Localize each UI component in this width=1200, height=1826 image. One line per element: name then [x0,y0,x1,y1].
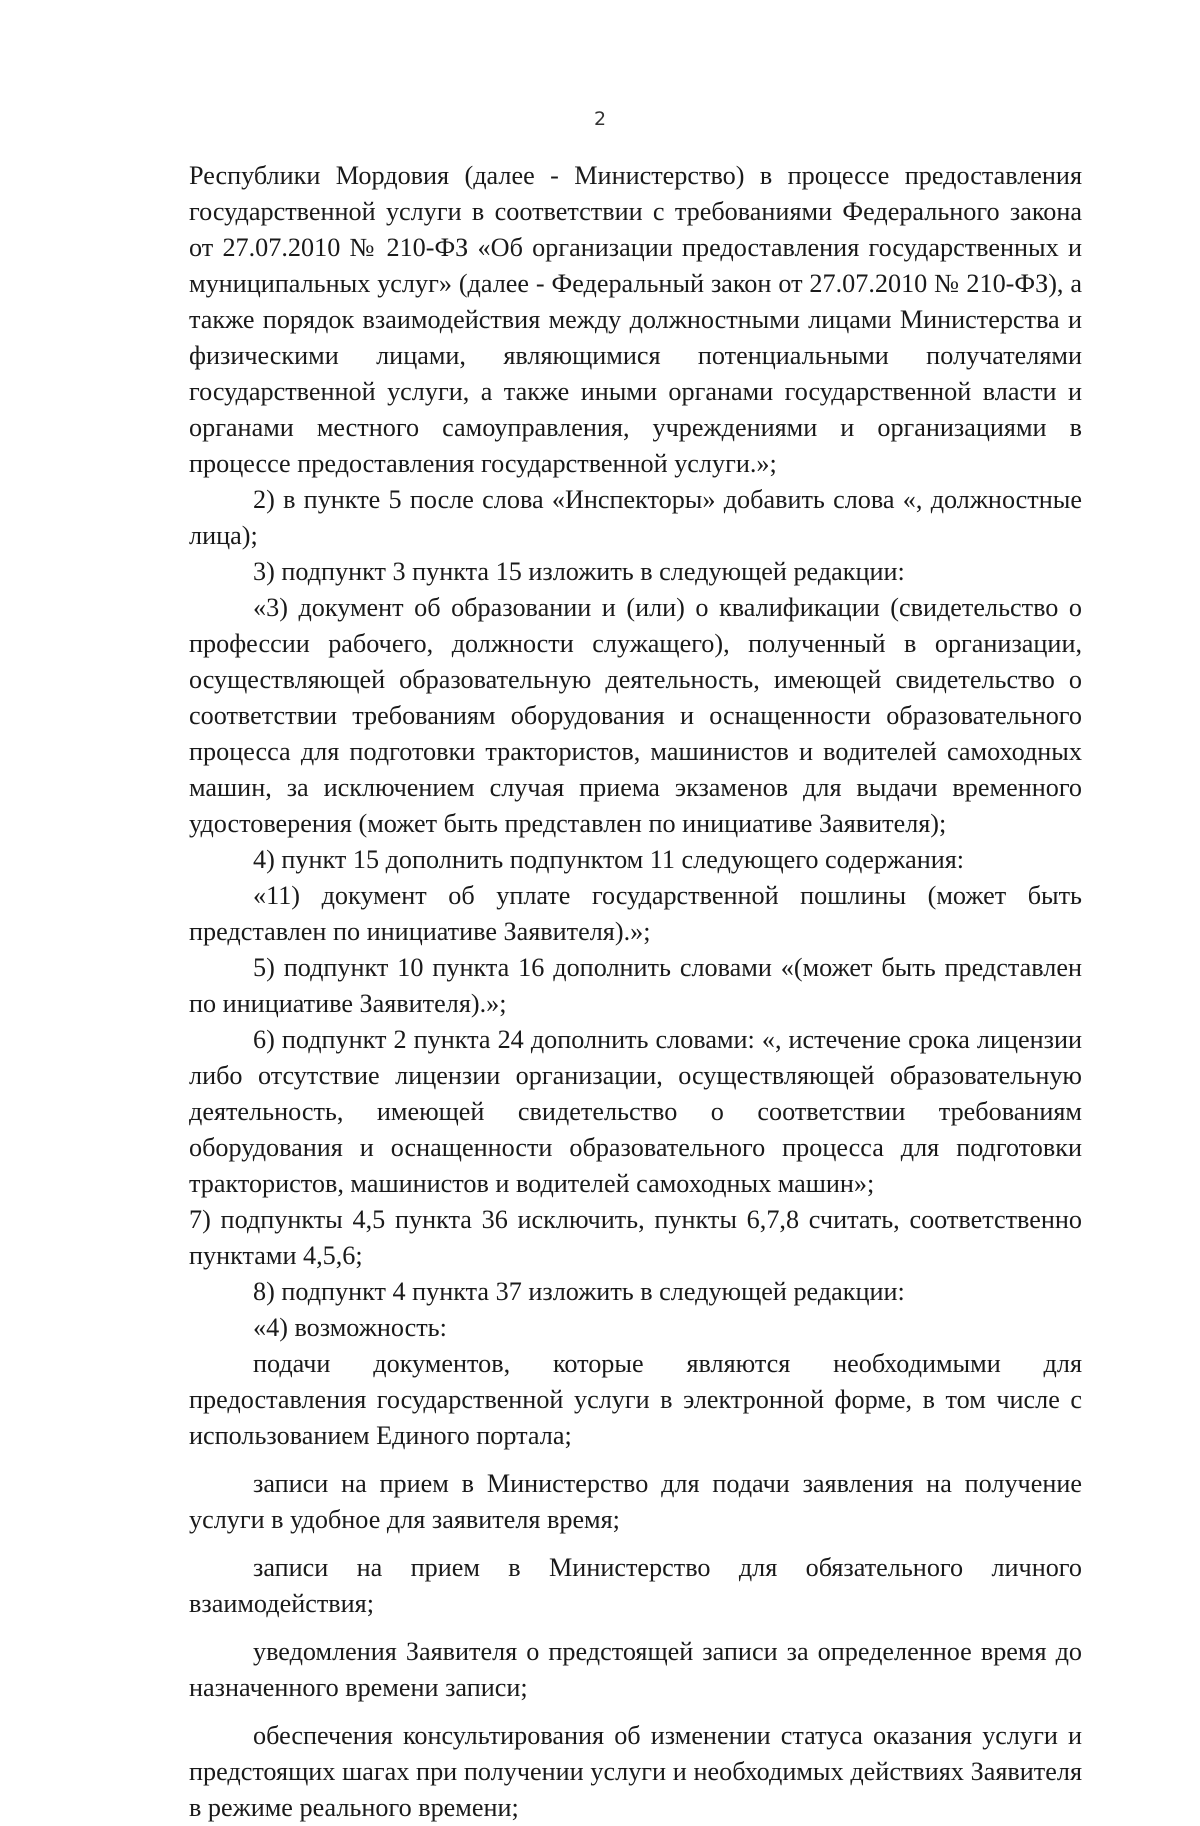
paragraph-item-8-heading: «4) возможность: [253,1313,447,1342]
paragraph-intro-continuation: Республики Мордовия (далее - Министерство) в процессе предоставления государственной услуги в соответствии с требованиями Федерального закона от 27.07.2010 № 210-ФЗ «Об организации предоставления государственных и муниципальных услуг» (далее - Федеральный закон от 27.07.2010 № 210-ФЗ), а также порядок взаимодействия между должностными лицами Министерства и физическими лицами, являющимися потенциальными получателями государственной услуги, а также иными органами государственной власти и органами местного самоуправления, учреждениями и организациями в процессе предоставления государственной услуги.»; [189,161,1082,478]
page-number: 2 [593,108,607,130]
paragraph-item-3-text: «3) документ об образовании и (или) о квалификации (свидетельство о профессии рабочего, должности служащего), полученный в организации, осуществляющей образовательную деятельность, имеющей свидетельство о соответствии требованиям оборудования и оснащенности образовательного процесса для подготовки трактористов, машинистов и водителей самоходных машин, за исключением случая приема экзаменов для выдачи временного удостоверения (может быть представлен по инициативе Заявителя); [189,593,1082,838]
paragraph-possibility-personal: записи на прием в Министерство для обязательного личного взаимодействия; [189,1553,1082,1618]
paragraph-item-4-text: «11) документ об уплате государственной пошлины (может быть представлен по инициативе Заявителя).»; [189,881,1082,946]
paragraph-item-6: 6) подпункт 2 пункта 24 дополнить словами: «, истечение срока лицензии либо отсутствие лицензии организации, осуществляющей образовательную деятельность, имеющей свидетельство о соответствии требованиям оборудования и оснащенности образовательного процесса для подготовки трактористов, машинистов и водителей самоходных машин»; [189,1025,1082,1198]
paragraph-possibility-notification: уведомления Заявителя о предстоящей записи за определенное время до назначенного времени записи; [189,1637,1082,1702]
paragraph-possibility-appointment: записи на прием в Министерство для подачи заявления на получение услуги в удобное для заявителя время; [189,1469,1082,1534]
paragraph-item-7: 7) подпункты 4,5 пункта 36 исключить, пункты 6,7,8 считать, соответственно пунктами 4,5,6; [189,1205,1082,1270]
paragraph-item-8: 8) подпункт 4 пункта 37 изложить в следующей редакции: [253,1277,905,1306]
paragraph-item-2: 2) в пункте 5 после слова «Инспекторы» добавить слова «, должностные лица); [189,485,1082,550]
document-body [189,158,1082,1826]
paragraph-item-3: 3) подпункт 3 пункта 15 изложить в следующей редакции: [253,557,905,586]
paragraph-possibility-consulting: обеспечения консультирования об изменении статуса оказания услуги и предстоящих шагах при получении услуги и необходимых действиях Заявителя в режиме реального времени; [189,1721,1082,1822]
paragraph-item-4: 4) пункт 15 дополнить подпунктом 11 следующего содержания: [253,845,965,874]
paragraph-item-5: 5) подпункт 10 пункта 16 дополнить словами «(может быть представлен по инициативе Заявителя).»; [189,953,1082,1018]
paragraph-possibility-documents: подачи документов, которые являются необходимыми для предоставления государственной услуги в электронной форме, в том числе с использованием Единого портала; [189,1349,1082,1450]
